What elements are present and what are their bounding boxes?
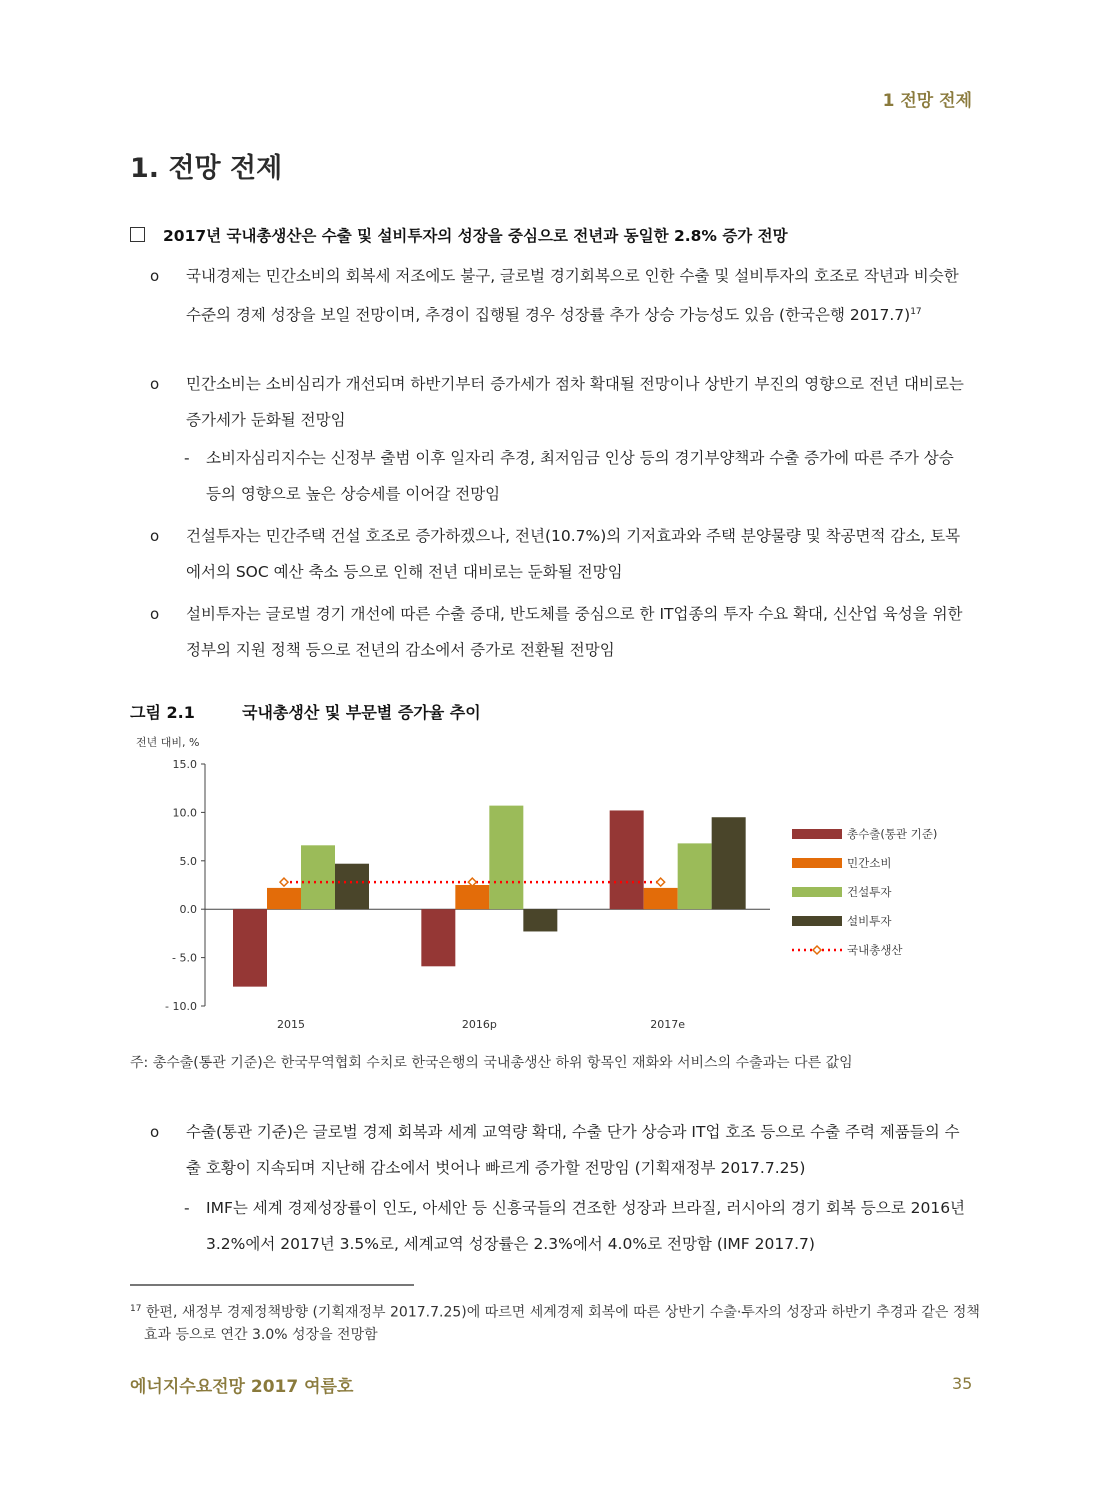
bullet-text: 수출(통관 기준)은 글로벌 경제 회복과 세계 교역량 확대, 수출 단가 상승과 IT업 호조 등으로 수출 주력 제품들의 수출 호황이 지속되며 지난해 감소에서 벗어나 빠르게 증가할 전망임 (기획재정부 2017.7.25) [186,1123,960,1177]
x-tick-label: 2017e [650,1018,686,1031]
bullet-mark: o [150,267,160,285]
section-title: 1. 전망 전제 [130,153,283,184]
legend-label: 민간소비 [847,856,892,870]
bullet-text: 건설투자는 민간주택 건설 호조로 증가하겠으나, 전년(10.7%)의 기저효과와 주택 분양물량 및 착공면적 감소, 토목에서의 SOC 예산 축소 등으로 인해 전년 대비로는 둔화될 전망임 [186,527,961,581]
legend-swatch [792,887,842,897]
line-point [280,878,288,886]
legend-swatch [792,829,842,839]
square-bullet-icon [130,227,145,242]
legend-label: 국내총생산 [847,943,903,957]
legend-label: 건설투자 [847,885,892,899]
figure-note: 주: 총수출(통관 기준)은 한국무역협회 수치로 한국은행의 국내총생산 하위 항목인 재화와 서비스의 수출과는 다른 값임 [130,1055,853,1071]
line-point [468,878,476,886]
bullet-construction [150,518,972,590]
y-tick-label: 10.0 [172,806,197,820]
growth-rate-chart [130,748,990,1038]
bar-총수출(통관 기준) [421,909,455,966]
bullet-mark: o [150,605,160,623]
bullet-mark: o [150,527,160,545]
line-point [657,878,665,886]
bullet-mark: o [150,375,160,393]
bar-건설투자 [301,845,335,909]
summary-heading [130,224,990,246]
y-tick-label: - 5.0 [172,951,197,965]
bar-건설투자 [678,843,712,909]
footer-publication-title: 에너지수요전망 2017 여름호 [130,1377,354,1397]
bullet-text: 국내경제는 민간소비의 회복세 저조에도 불구, 글로벌 경기회복으로 인한 수출 및 설비투자의 호조로 작년과 비슷한 수준의 경제 성장을 보일 전망이며, 추경이 집행될 경우 성장률 추가 상승 가능성도 있음 (한국은행 2017.7) [186,267,959,325]
footnote-text: 한편, 새정부 경제정책방향 (기획재정부 2017.7.25)에 따르면 세계경제 회복에 따른 상반기 수출·투자의 성장과 하반기 추경과 같은 정책효과 등으로 연간 3.0% 성장을 전망함 [144,1304,980,1343]
y-tick-label: 15.0 [172,758,197,771]
legend-swatch [792,858,842,868]
x-tick-label: 2016p [461,1018,497,1031]
chart-unit-label: 전년 대비, % [136,736,200,749]
figure-number: 그림 2.1 [130,703,195,722]
page-number: 35 [952,1374,973,1393]
bar-민간소비 [644,888,678,909]
bar-설비투자 [712,817,746,909]
bullet-text: 설비투자는 글로벌 경기 개선에 따른 수출 증대, 반도체를 중심으로 한 IT업종의 투자 수요 확대, 신산업 육성을 위한 정부의 지원 정책 등으로 전년의 감소에서 증가로 전환될 전망임 [186,605,963,659]
bar-건설투자 [489,806,523,910]
legend-marker [813,946,821,954]
bullet-mark: o [150,1123,160,1141]
bar-총수출(통관 기준) [233,909,267,986]
sub-bullet-text: 소비자심리지수는 신정부 출범 이후 일자리 추경, 최저임금 인상 등의 경기부양책과 수출 증가에 따른 주가 상승 등의 영향으로 높은 상승세를 이어갈 전망임 [206,449,954,503]
y-tick-label: 5.0 [179,854,197,868]
sub-bullet-sentiment [184,440,972,512]
bar-민간소비 [267,888,301,909]
bullet-text: 민간소비는 소비심리가 개선되며 하반기부터 증가세가 점차 확대될 전망이나 상반기 부진의 영향으로 전년 대비로는 증가세가 둔화될 전망임 [186,375,964,429]
bullet-exports [150,1114,972,1186]
bullet-equipment [150,596,972,668]
bar-설비투자 [335,864,369,909]
bullet-economy [150,258,972,333]
dash-mark: - [184,449,190,467]
legend-swatch [792,916,842,926]
bar-설비투자 [523,909,557,931]
dash-mark: - [184,1199,190,1217]
footnote-ref[interactable]: 17 [910,307,922,317]
y-tick-label: 0.0 [179,903,197,917]
bar-총수출(통관 기준) [610,810,644,909]
legend-label: 총수출(통관 기준) [847,827,938,841]
footnote-number: 17 [130,1304,142,1314]
sub-bullet-imf [184,1190,972,1262]
footnote-divider [130,1284,414,1286]
figure-title: 국내총생산 및 부문별 증가율 추이 [242,703,481,722]
running-header: 1 전망 전제 [882,91,972,111]
bar-민간소비 [455,885,489,909]
y-tick-label: - 10.0 [165,1000,197,1013]
footnote [130,1298,989,1346]
figure-caption [130,700,481,723]
x-tick-label: 2015 [277,1018,305,1031]
summary-text: 2017년 국내총생산은 수출 및 설비투자의 성장을 중심으로 전년과 동일한 2.8% 증가 전망 [163,227,788,245]
bullet-consumption [150,366,972,438]
sub-bullet-text: IMF는 세계 경제성장률이 인도, 아세안 등 신흥국들의 견조한 성장과 브라질, 러시아의 경기 회복 등으로 2016년 3.2%에서 2017년 3.5%로, 세계교역 성장률은 2.3%에서 4.0%로 전망함 (IMF 2017.7) [206,1199,966,1253]
legend-label: 설비투자 [847,914,892,928]
